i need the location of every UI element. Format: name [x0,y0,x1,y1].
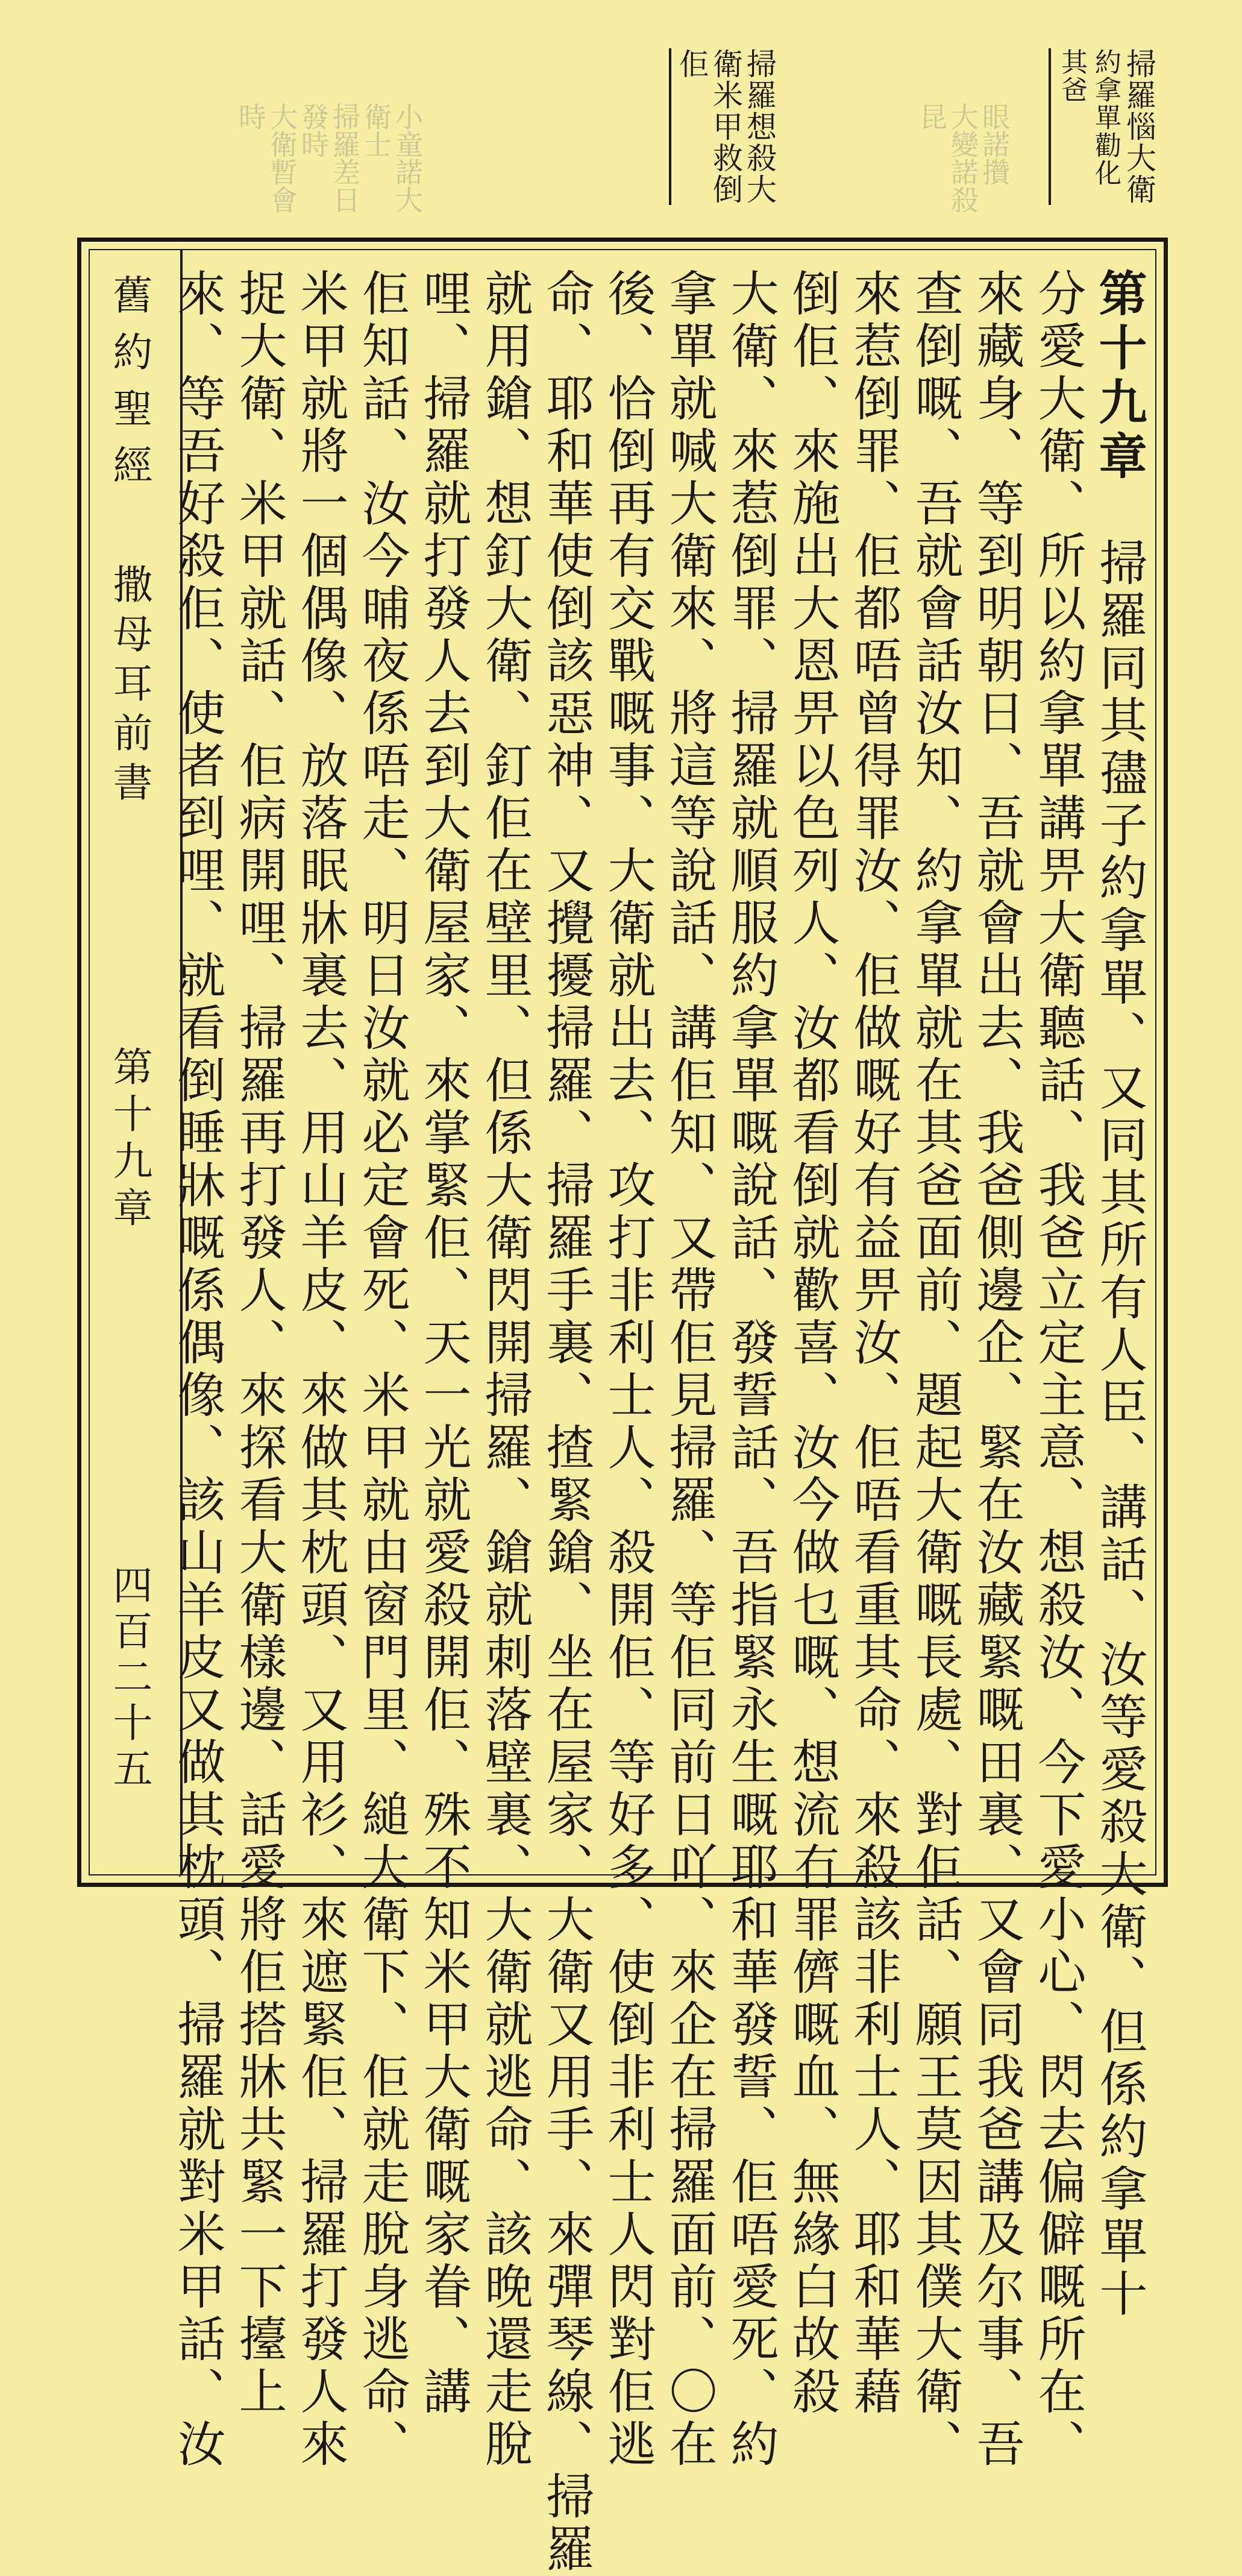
ghost-line: 掃羅差日發時 [297,102,361,213]
text-column: 倒佢、來施出大恩畀以色列人、汝都看倒就歡喜、汝今做乜嘅、想流冇罪儕嘅血、無緣白故殺 [784,268,840,2419]
ghost-line: 昆 [915,102,948,130]
text-column: 來惹倒罪、佢都唔曾得罪汝、佢做嘅好有益畀汝、佢唔看重其命、來殺該非利士人、耶和華藉 [845,268,902,2419]
scripture-text [169,256,1148,2576]
text-column: 來藏身、等到明朝日、吾就會出去、我爸側邊企、緊在汝藏緊嘅田裏、又會同我爸講及尔事、吾 [968,268,1024,2471]
text-column: 哩、掃羅就打發人去到大衛屋家、來掌緊佢、天一光就愛殺開佢、殊不知米甲大衛嘅家眷、講 [415,268,471,2419]
text-column: 拿單就喊大衛來、將這等說話、講佢知、又帶佢見掃羅、等佢同前日吖、來企在掃羅面前、〇在 [661,268,717,2471]
margin-notes [234,48,1157,223]
text-column: 捉大衛、米甲就話、佢病開哩、掃羅再打發人、來探看大衛樣邊、話愛將佢搭牀共緊一下擡上 [231,268,287,2419]
ghost-line: 大變諾殺 [947,102,979,213]
text-column: 米甲就將一個偶像、放落眠牀裏去、用山羊皮、來做其枕頭、又用衫、來遮緊佢、掃羅打發人來 [292,268,348,2471]
text-frame-inner [89,249,1156,2576]
text-column: 後、恰倒再有交戰嘅事、大衛就出去、攻打非利士人、殺開佢、等好多、使倒非利士人閃對佢逃 [600,268,656,2471]
chapter-label: 第十九章 [106,1046,152,1234]
book-name: 撒母耳前書 [106,564,152,811]
text-column: 就用鎗、想釘大衛、釘佢在壁里、但係大衛閃開掃羅、鎗就刺落壁裏、大衛就逃命、該晚還走脫 [477,268,533,2471]
margin-note-line: 掃羅惱大衛 [1121,48,1156,205]
bleed-through-note [916,102,1010,213]
bible-title: 舊約聖經 [106,274,152,501]
text-frame [77,238,1168,2576]
margin-note-line: 約拿單勸化 [1090,48,1121,187]
text-column [1090,268,1148,2321]
ghost-line: 小童諾大衛士 [360,102,424,213]
bleed-through-note [235,102,423,223]
margin-note-saul-angers-david [1049,48,1156,205]
ghost-line: 大衛暫會時 [234,102,298,213]
page-number: 四百二十五 [106,1564,152,1793]
margin-note-line: 其爸 [1056,48,1087,104]
text-column: 來、等吾好殺佢、使者到哩、就看倒睡牀嘅係偶像、該山羊皮又做其枕頭、掃羅就對米甲話、汝 [169,268,225,2471]
margin-note-michal-saves-david [669,48,776,205]
margin-note-line: 佢 [674,48,709,80]
text-column: 命、耶和華使倒該惡神、又攪擾掃羅、掃羅手裏、揸緊鎗、坐在屋家、大衛又用手、來彈琴線、掃羅 [538,268,594,2576]
ghost-line: 眼諾攢 [978,102,1011,186]
margin-note-line: 掃羅想殺大 [742,48,777,205]
chapter-heading: 第十九章 [1091,268,1147,485]
text-column: 查倒嘅、吾就會話汝知、約拿單就在其爸面前、題起大衛嘅長處、對佢話、願王莫因其僕大衛、 [907,268,963,2471]
text-column: 分愛大衛、所以約拿單講畀大衛聽話、我爸立定主意、想殺汝、今下愛小心、閃去偏僻嘅所在、 [1030,268,1086,2471]
text-column: 大衛、來惹倒罪、掃羅就順服約拿單嘅說話、發誓話、吾指緊永生嘅耶和華發誓、佢唔愛死、約 [723,268,779,2471]
text-column: 佢知話、汝今晡夜係唔走、明日汝就必定會死、米甲就由窗門里、縋大衛下、佢就走脫身逃命、 [354,268,410,2471]
margin-note-line: 衛米甲救倒 [708,48,743,205]
verse-text: 掃羅同其孻子約拿單、又同其所有人臣、講話、汝等愛殺大衛、但係約拿單十 [1091,485,1147,2321]
